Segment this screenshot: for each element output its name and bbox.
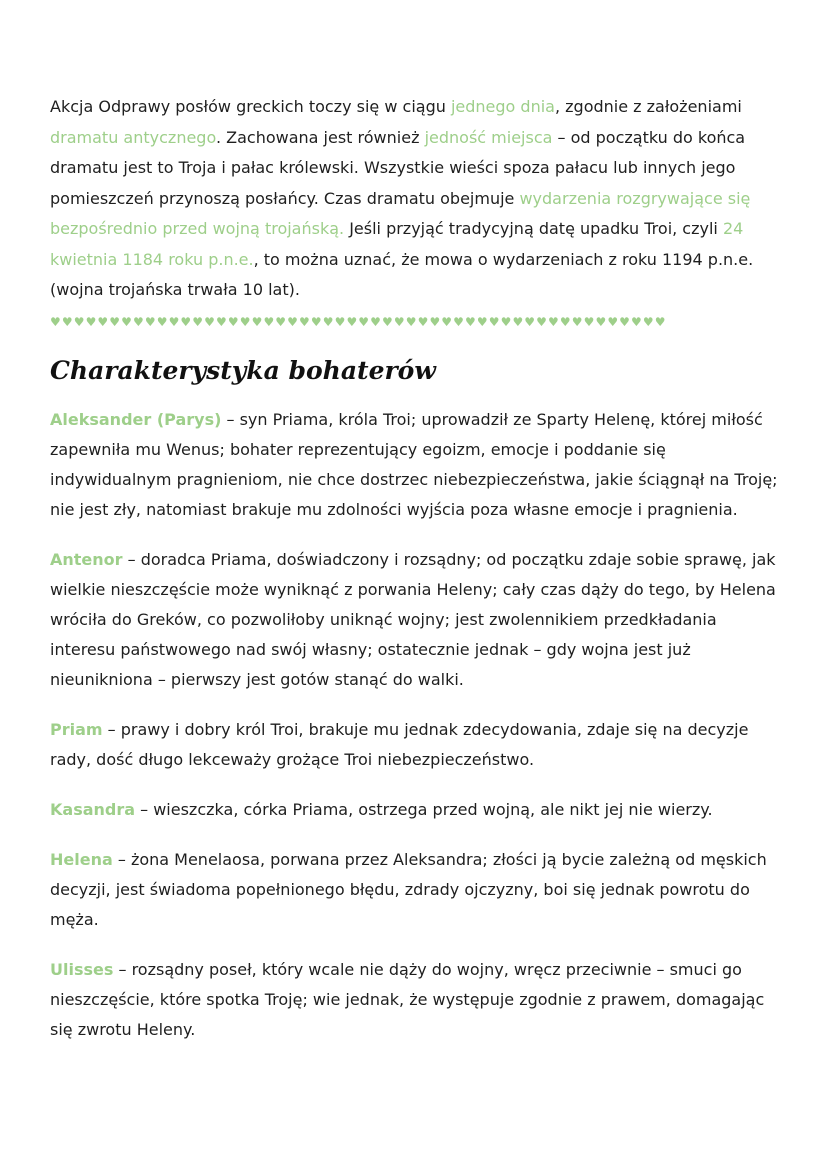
intro-text: , to można uznać, że mowa o wydarzeniach z roku 1194 p.n.e. (wojna trojańska trwała 10 lat). [50,249,754,299]
highlight-place: jedność miejsca [424,127,553,147]
character-entry [50,795,780,825]
character-entry [50,845,780,935]
intro-text: Jeśli przyjąć tradycyjną datę upadku Troi, czyli [344,219,723,238]
character-description: – syn Priama, króla Troi; uprowadził ze Sparty Helenę, której miłość zapewniła mu Wenus; bohater reprezentujący egoizm, emocje i poddanie się indywidualnym pragnieniom, nie chce dostrzec niebezpieczeństwa, jakie ściągnął na Troję; nie jest zły, natomiast brakuje mu zdolności wyjścia poza własne emocje i pragnienia. [50,409,778,519]
character-name: Priam [50,719,103,739]
character-entry [50,955,780,1045]
character-name: Antenor [50,549,123,569]
character-name: Ulisses [50,959,114,979]
character-entry [50,405,780,525]
highlight-genre: dramatu antycznego [50,127,216,147]
character-description: – wieszczka, córka Priama, ostrzega przed wojną, ale nikt jej nie wierzy. [135,799,713,819]
character-description: – żona Menelaosa, porwana przez Aleksandra; złości ją bycie zależną od męskich decyzji, jest świadoma popełnionego błędu, zdrady ojczyzny, boi się jednak powrotu do męża. [50,849,767,929]
character-description: – rozsądny poseł, który wcale nie dąży do wojny, wręcz przeciwnie – smuci go nieszczęście, które spotka Troję; wie jednak, że występuje zgodnie z prawem, domagając się zwrotu Heleny. [50,959,765,1039]
character-entry [50,715,780,775]
highlight-date: 24 kwietnia 1184 roku p.n.e. [50,219,744,269]
intro-text: . Zachowana jest również [215,127,425,147]
character-description: – prawy i dobry król Troi, brakuje mu jednak zdecydowania, zdaje się na decyzje rady, dość długo lekceważy grożące Troi niebezpieczeństwo. [50,719,749,769]
intro-paragraph [50,92,780,306]
highlight-events: wydarzenia rozgrywające się bezpośrednio przed wojną trojańską. [50,188,751,238]
highlight-time: jednego dnia [450,97,555,116]
character-name: Helena [50,849,113,869]
character-name: Kasandra [50,799,136,819]
intro-text: – od początku do końca dramatu jest to Troja i pałac królewski. Wszystkie wieści spoza pałacu lub innych jego pomieszczeń przynoszą posłańcy. Czas dramatu obejmuje [50,127,746,208]
character-entry [50,545,780,695]
section-heading: Charakterystyka bohaterów [50,355,436,385]
heart-divider: ♥♥♥♥♥♥♥♥♥♥♥♥♥♥♥♥♥♥♥♥♥♥♥♥♥♥♥♥♥♥♥♥♥♥♥♥♥♥♥♥♥♥♥♥♥♥♥♥♥♥♥♥ [50,314,667,329]
character-description: – doradca Priama, doświadczony i rozsądny; od początku zdaje sobie sprawę, jak wielkie nieszczęście może wyniknąć z porwania Heleny; cały czas dąży do tego, by Helena wróciła do Greków, co pozwoliłoby uniknąć wojny; jest zwolennikiem przedkładania interesu państwowego nad swój własny; ostatecznie jednak – gdy wojna jest już nieunikniona – pierwszy jest gotów stanąć do walki. [50,549,776,689]
intro-text: Akcja Odprawy posłów greckich toczy się w ciągu [50,97,451,116]
character-name: Aleksander (Parys) [50,409,222,429]
intro-text: , zgodnie z założeniami [554,97,742,116]
